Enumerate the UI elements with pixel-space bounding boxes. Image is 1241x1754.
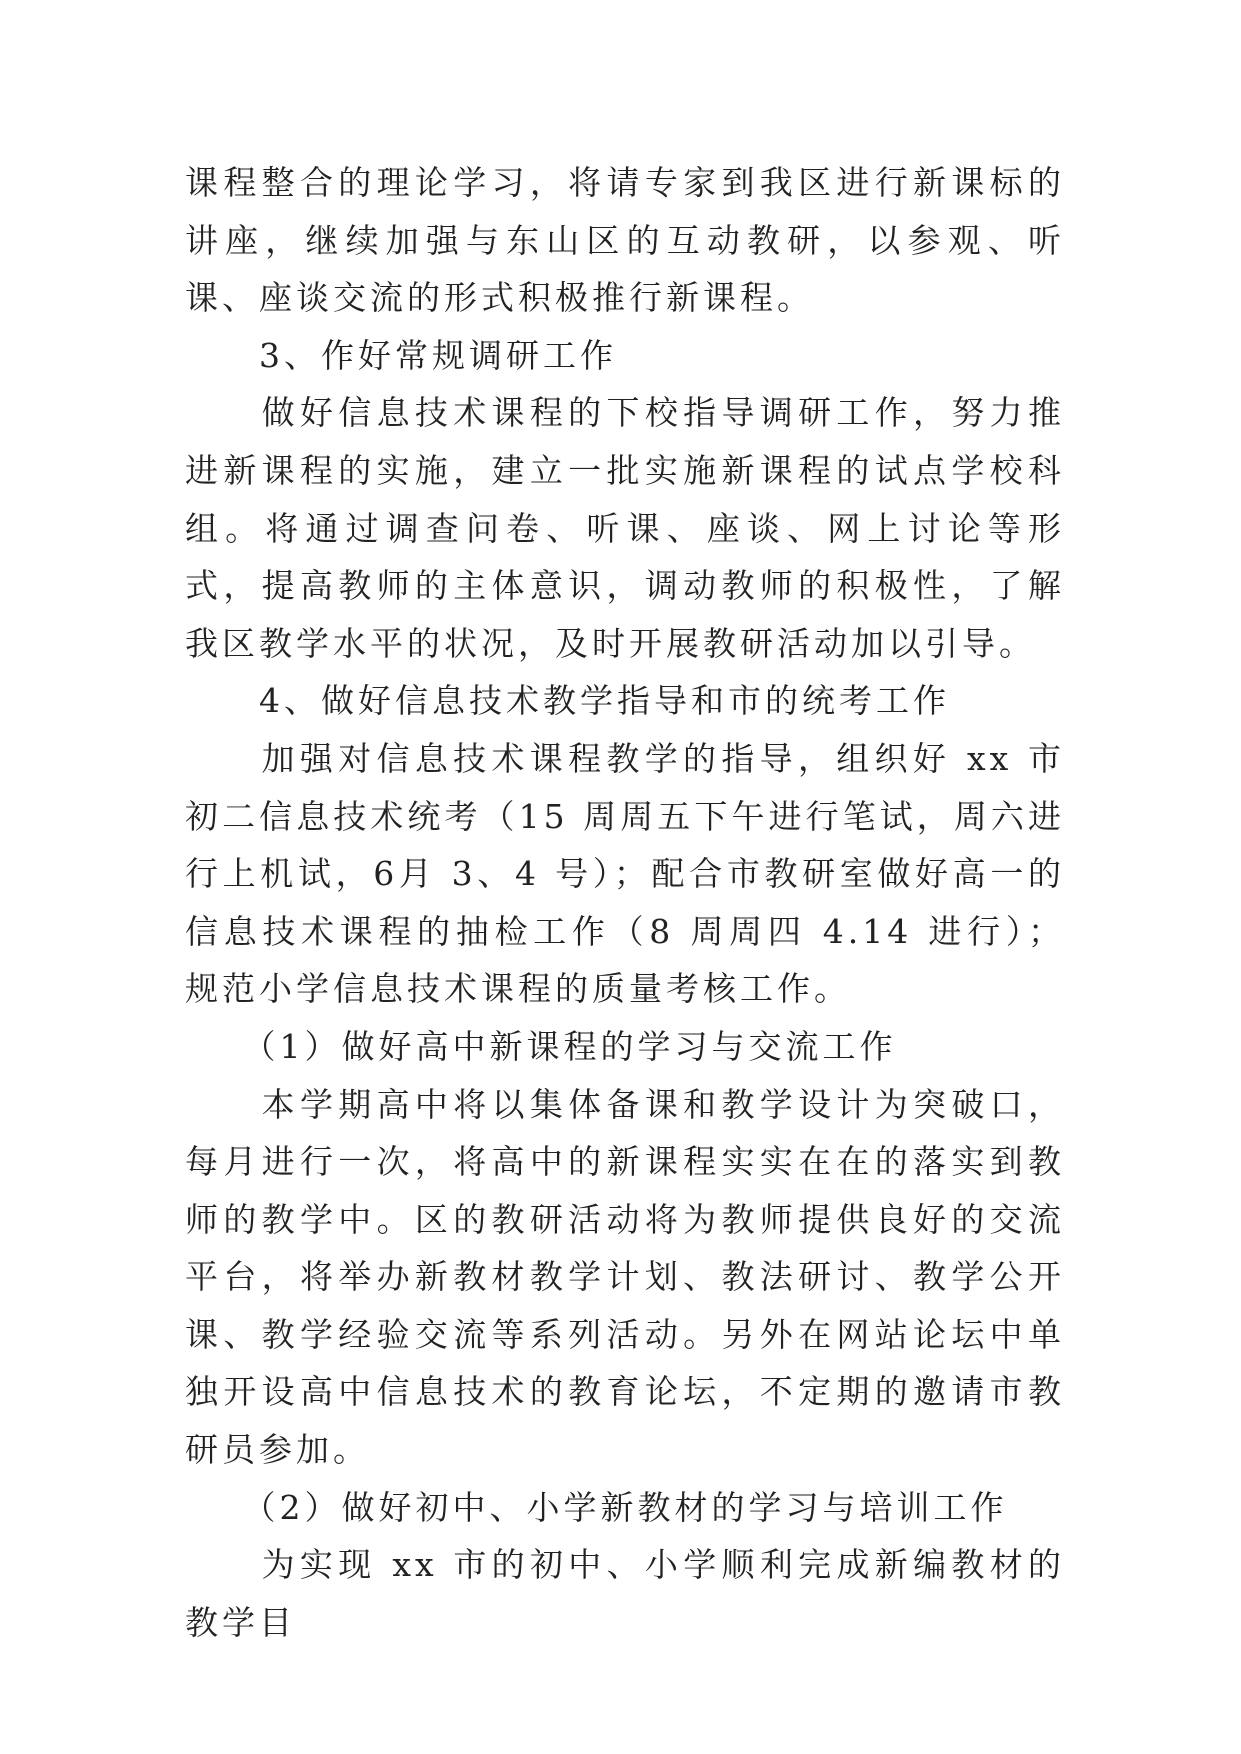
- heading-teaching-guidance-exam: 4、做好信息技术教学指导和市的统考工作: [185, 681, 950, 721]
- paragraph-teaching-guidance-exam: 加强对信息技术课程教学的指导，组织好 xx 市初二信息技术统考（15 周周五下午进行笔试，周六进行上机试，6月 3、4 号）；配合市教研室做好高一的信息技术课程的抽检工作（8 周周四 4.14 进行）；规范小学信息技术课程的质量考核工作。: [185, 738, 1065, 1009]
- paragraph-curriculum-integration: 课程整合的理论学习，将请专家到我区进行新课标的讲座，继续加强与东山区的互动教研，以参观、听课、座谈交流的形式积极推行新课程。: [185, 163, 1065, 318]
- document-body: [185, 154, 1065, 1651]
- paragraph-routine-research: 做好信息技术课程的下校指导调研工作，努力推进新课程的实施，建立一批实施新课程的试点学校科组。将通过调查问卷、听课、座谈、网上讨论等形式，提高教师的主体意识，调动教师的积极性，了解我区教学水平的状况，及时开展教研活动加以引导。: [185, 393, 1065, 663]
- paragraph-junior-primary-new-textbooks: 为实现 xx 市的初中、小学顺利完成新编教材的教学目: [185, 1545, 1065, 1642]
- paragraph-high-school-new-curriculum: 本学期高中将以集体备课和教学设计为突破口，每月进行一次，将高中的新课程实实在在的落实到教师的教学中。区的教研活动将为教师提供良好的交流平台，将举办新教材教学计划、教法研讨、教学公开课、教学经验交流等系列活动。另外在网站论坛中单独开设高中信息技术的教育论坛，不定期的邀请市教研员参加。: [185, 1084, 1065, 1470]
- heading-junior-primary-new-textbooks: （2）做好初中、小学新教材的学习与培训工作: [185, 1487, 1008, 1527]
- heading-high-school-new-curriculum: （1）做好高中新课程的学习与交流工作: [185, 1026, 897, 1066]
- heading-routine-research: 3、作好常规调研工作: [185, 335, 617, 375]
